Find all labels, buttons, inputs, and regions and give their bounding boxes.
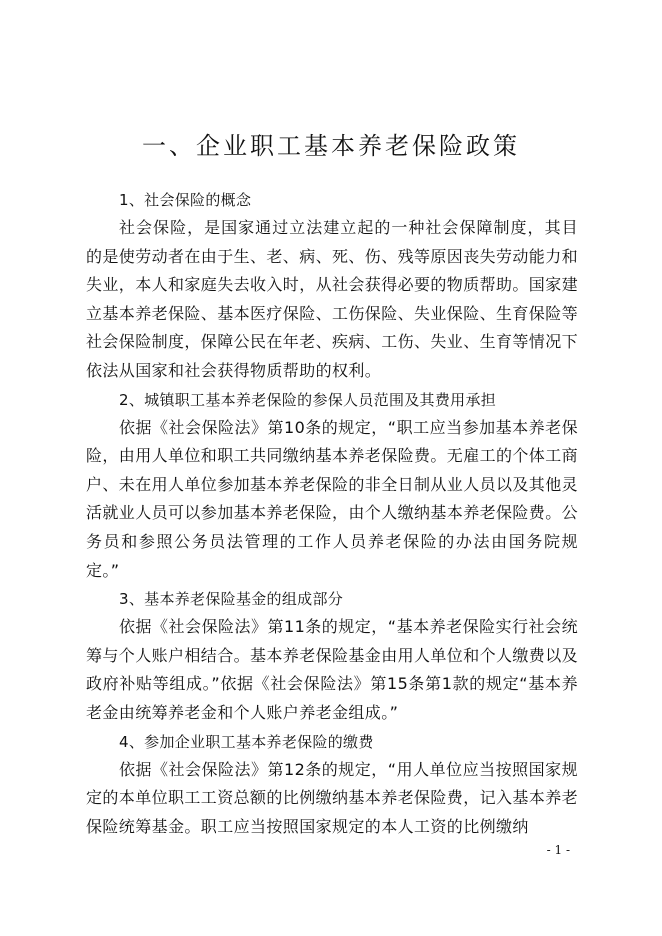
section-heading-2: 2、城镇职工基本养老保险的参保人员范围及其费用承担 — [119, 390, 497, 409]
page-title: 一、企业职工基本养老保险政策 — [142, 132, 520, 160]
document-body — [86, 186, 578, 841]
section-paragraph-2: 依据《社会保险法》第10条的规定，“职工应当参加基本养老保险，由用人单位和职工共同缴纳基本养老保险费。无雇工的个体工商户、未在用人单位参加基本养老保险的非全日制从业人员以及其他灵活就业人员可以参加基本养老保险，由个人缴纳基本养老保险费。公务员和参照公务员法管理的工作人员养老保险的办法由国务院规定。” — [86, 417, 579, 580]
section-heading-1: 1、社会保险的概念 — [119, 191, 252, 209]
section-heading-3: 3、基本养老保险基金的组成部分 — [119, 590, 344, 609]
section-paragraph-4: 依据《社会保险法》第12条的规定，“用人单位应当按照国家规定的本单位职工工资总额的比例缴纳基本养老保险费，记入基本养老保险统筹基金。职工应当按照国家规定的本人工资的比例缴纳 — [86, 759, 579, 836]
page-number: - 1 - — [546, 843, 570, 857]
section-paragraph-1: 社会保险，是国家通过立法建立起的一种社会保障制度，其目的是使劳动者在由于生、老、病、死、伤、残等原因丧失劳动能力和失业，本人和家庭失去收入时，从社会获得必要的物质帮助。国家建立基本养老保险、基本医疗保险、工伤保险、失业保险、生育保险等社会保险制度，保障公民在年老、疾病、工伤、失业、生育等情况下依法从国家和社会获得物质帮助的权利。 — [86, 218, 579, 380]
section-paragraph-3: 依据《社会保险法》第11条的规定，“基本养老保险实行社会统筹与个人账户相结合。基本养老保险基金由用人单位和个人缴费以及政府补贴等组成。”依据《社会保险法》第15条第1款的规定“基本养老金由统筹养老金和个人账户养老金组成。” — [86, 617, 579, 722]
section-heading-4: 4、参加企业职工基本养老保险的缴费 — [119, 732, 374, 751]
